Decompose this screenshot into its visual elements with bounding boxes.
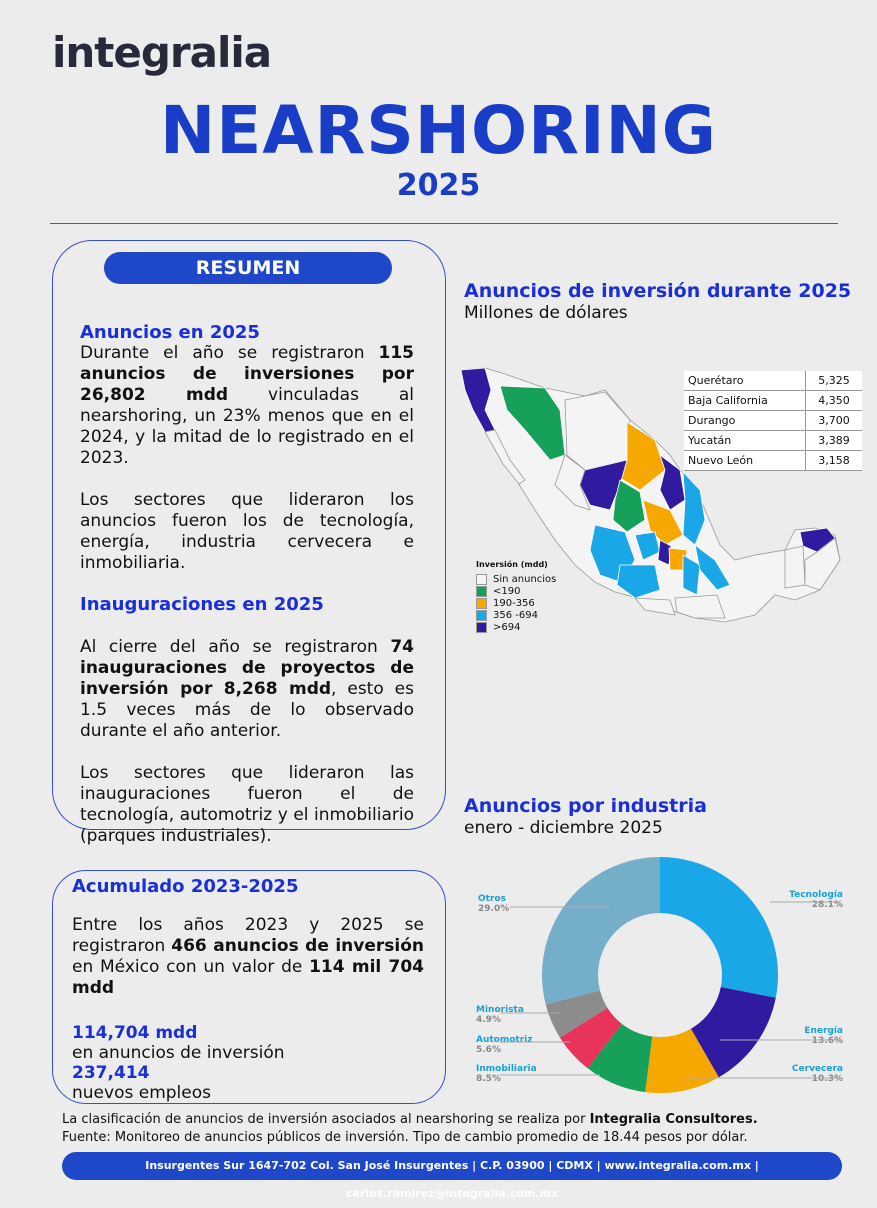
legend-item	[476, 597, 556, 609]
footer-note-1: La clasificación de anuncios de inversión asociados al nearshoring se realiza por Integralia Consultores.	[62, 1112, 758, 1127]
donut-label-cervecera: Cervecera 10.3%	[791, 1064, 843, 1084]
donut-label-otros: Otros 29.0%	[478, 894, 510, 914]
donut-label-minorista: Minorista 4.9%	[476, 1005, 524, 1025]
ranking-value: 5,325	[806, 371, 863, 391]
stat-empleos-label: nuevos empleos	[72, 1083, 211, 1103]
footer-address-bar: Insurgentes Sur 1647-702 Col. San José Insurgentes | C.P. 03900 | CDMX | www.integralia.com.mx | carlos.ramirez@integralia.com.mx	[62, 1152, 842, 1180]
legend-swatch	[476, 610, 487, 621]
donut-label-energia: Energía 13.6%	[804, 1026, 843, 1046]
acumulado-heading: Acumulado 2023-2025	[72, 876, 299, 897]
legend-item	[476, 621, 556, 633]
state-chihuahua	[565, 392, 630, 470]
inauguraciones-paragraph-1: Al cierre del año se registraron 74 inauguraciones de proyectos de inversión por 8,268 mdd, esto es 1.5 veces más de lo observado durante el año anterior.	[80, 637, 414, 741]
legend-item	[476, 573, 556, 585]
ranking-value: 3,700	[806, 411, 863, 431]
donut-label-automotriz: Automotriz 5.6%	[476, 1035, 533, 1055]
anuncios-paragraph-2: Los sectores que lideraron los anuncios fueron los de tecnología, energía, industria cervecera e inmobiliaria.	[80, 490, 414, 573]
ranking-state: Baja California	[684, 391, 806, 411]
legend-label: Sin anuncios	[493, 573, 557, 585]
stat-empleos-value: 237,414	[72, 1063, 150, 1083]
resumen-label: RESUMEN	[104, 252, 392, 284]
map-legend	[476, 560, 556, 633]
ranking-state: Durango	[684, 411, 806, 431]
ranking-state: Nuevo León	[684, 451, 806, 471]
footer-note-2: Fuente: Monitoreo de anuncios públicos de inversión. Tipo de cambio promedio de 18.44 pesos por dólar.	[62, 1130, 748, 1145]
ranking-row	[684, 431, 862, 451]
acumulado-content	[72, 876, 424, 1103]
legend-swatch	[476, 586, 487, 597]
legend-item	[476, 609, 556, 621]
donut-leader-lines	[470, 880, 850, 1090]
donut-label-inmobiliaria: Inmobiliaria 8.5%	[476, 1064, 537, 1084]
legend-label: 190-356	[493, 597, 535, 609]
acumulado-paragraph: Entre los años 2023 y 2025 se registraron 466 anuncios de inversión en México con un valor de 114 mil 704 mdd	[72, 915, 424, 998]
ranking-row	[684, 391, 862, 411]
stat-inversion-value: 114,704 mdd	[72, 1023, 198, 1043]
legend-label: <190	[493, 585, 521, 597]
map-subtitle: Millones de dólares	[464, 303, 628, 323]
legend-title: Inversión (mdd)	[476, 560, 548, 569]
ranking-state: Querétaro	[684, 371, 806, 391]
stat-inversion-label: en anuncios de inversión	[72, 1043, 285, 1063]
legend-label: 356 -694	[493, 609, 538, 621]
state-guerrero	[635, 598, 675, 615]
anuncios-heading: Anuncios en 2025	[80, 322, 260, 343]
ranking-value: 4,350	[806, 391, 863, 411]
page-title: NEARSHORING	[160, 92, 717, 169]
ranking-row	[684, 451, 862, 471]
donut-label-tecnologia: Tecnología 28.1%	[789, 890, 843, 910]
state-campeche	[785, 546, 805, 588]
inauguraciones-heading: Inauguraciones en 2025	[80, 594, 324, 615]
ranking-value: 3,158	[806, 451, 863, 471]
ranking-row	[684, 371, 862, 391]
header-divider	[50, 223, 838, 224]
ranking-row	[684, 411, 862, 431]
legend-label: >694	[493, 621, 521, 633]
legend-swatch	[476, 622, 487, 633]
integralia-logo: integralia	[52, 28, 272, 77]
map-title: Anuncios de inversión durante 2025	[464, 280, 852, 302]
legend-item	[476, 585, 556, 597]
page-year: 2025	[396, 168, 481, 203]
ranking-table	[684, 371, 862, 471]
industry-subtitle: enero - diciembre 2025	[464, 818, 663, 838]
ranking-value: 3,389	[806, 431, 863, 451]
industry-title: Anuncios por industria	[464, 795, 707, 817]
legend-swatch	[476, 574, 487, 585]
resumen-content	[80, 322, 414, 847]
inauguraciones-paragraph-2: Los sectores que lideraron las inauguraciones fueron el de tecnología, automotriz y el inmobiliario (parques industriales).	[80, 763, 414, 846]
ranking-state: Yucatán	[684, 431, 806, 451]
legend-swatch	[476, 598, 487, 609]
state-oaxaca	[675, 595, 725, 618]
anuncios-paragraph-1: Durante el año se registraron 115 anuncios de inversiones por 26,802 mdd vinculadas al nearshoring, un 23% menos que en el 2024, y la mitad de lo registrado en el 2023.	[80, 343, 414, 468]
